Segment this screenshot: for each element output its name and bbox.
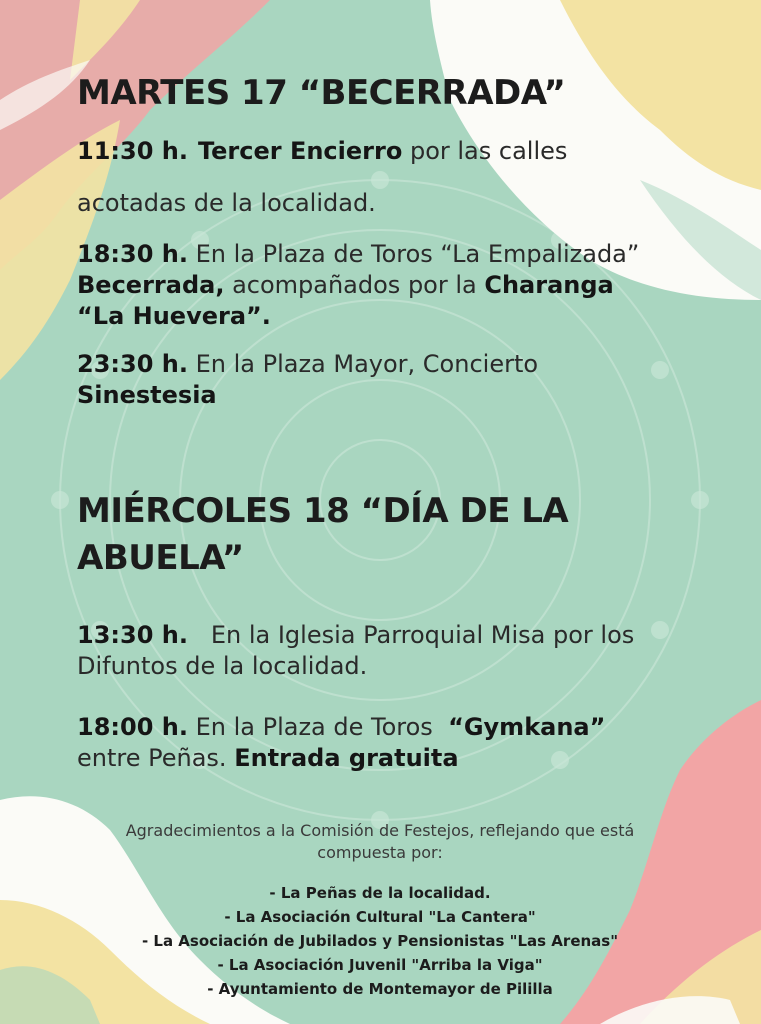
list-item: - Ayuntamiento de Montemayor de Pililla <box>207 980 553 998</box>
acknowledgements: Agradecimientos a la Comisión de Festejos, reflejando que está compuesta por: <box>125 821 635 862</box>
day1-event-concierto: 23:30 h. En la Plaza Mayor, Concierto Sinestesia <box>77 350 539 409</box>
day2-event-misa: 13:30 h. En la Iglesia Parroquial Misa por los Difuntos de la localidad. <box>77 621 635 680</box>
event-time: 13:30 h. <box>77 621 188 649</box>
day1-event-encierro-cont: acotadas de la localidad. <box>77 189 376 217</box>
day1-heading: MARTES 17 “BECERRADA” <box>77 73 566 113</box>
organizations-list <box>60 881 700 1001</box>
list-item: - La Peñas de la localidad. <box>269 884 491 902</box>
day1-event-encierro: 11:30 h. Tercer Encierro por las calles <box>77 137 568 165</box>
event-time: 18:30 h. <box>77 240 188 268</box>
day2-event-gymkana: 18:00 h. En la Plaza de Toros “Gymkana” entre Peñas. Entrada gratuita <box>77 713 606 772</box>
event-time: 23:30 h. <box>77 350 188 378</box>
list-item: - La Asociación Juvenil "Arriba la Viga" <box>217 956 543 974</box>
event-title: Tercer Encierro <box>197 137 403 165</box>
day1-event-becerrada: 18:30 h. En la Plaza de Toros “La Empalizada” Becerrada, acompañados por la Charanga “La Huevera”. <box>77 240 640 330</box>
list-item: - La Asociación Cultural "La Cantera" <box>224 908 536 926</box>
event-time: 18:00 h. <box>77 713 188 741</box>
list-item: - La Asociación de Jubilados y Pensionistas "Las Arenas" <box>141 932 619 950</box>
day2-heading: MIÉRCOLES 18 “DÍA DE LA ABUELA” <box>77 491 569 578</box>
event-time: 11:30 h. <box>77 137 188 165</box>
